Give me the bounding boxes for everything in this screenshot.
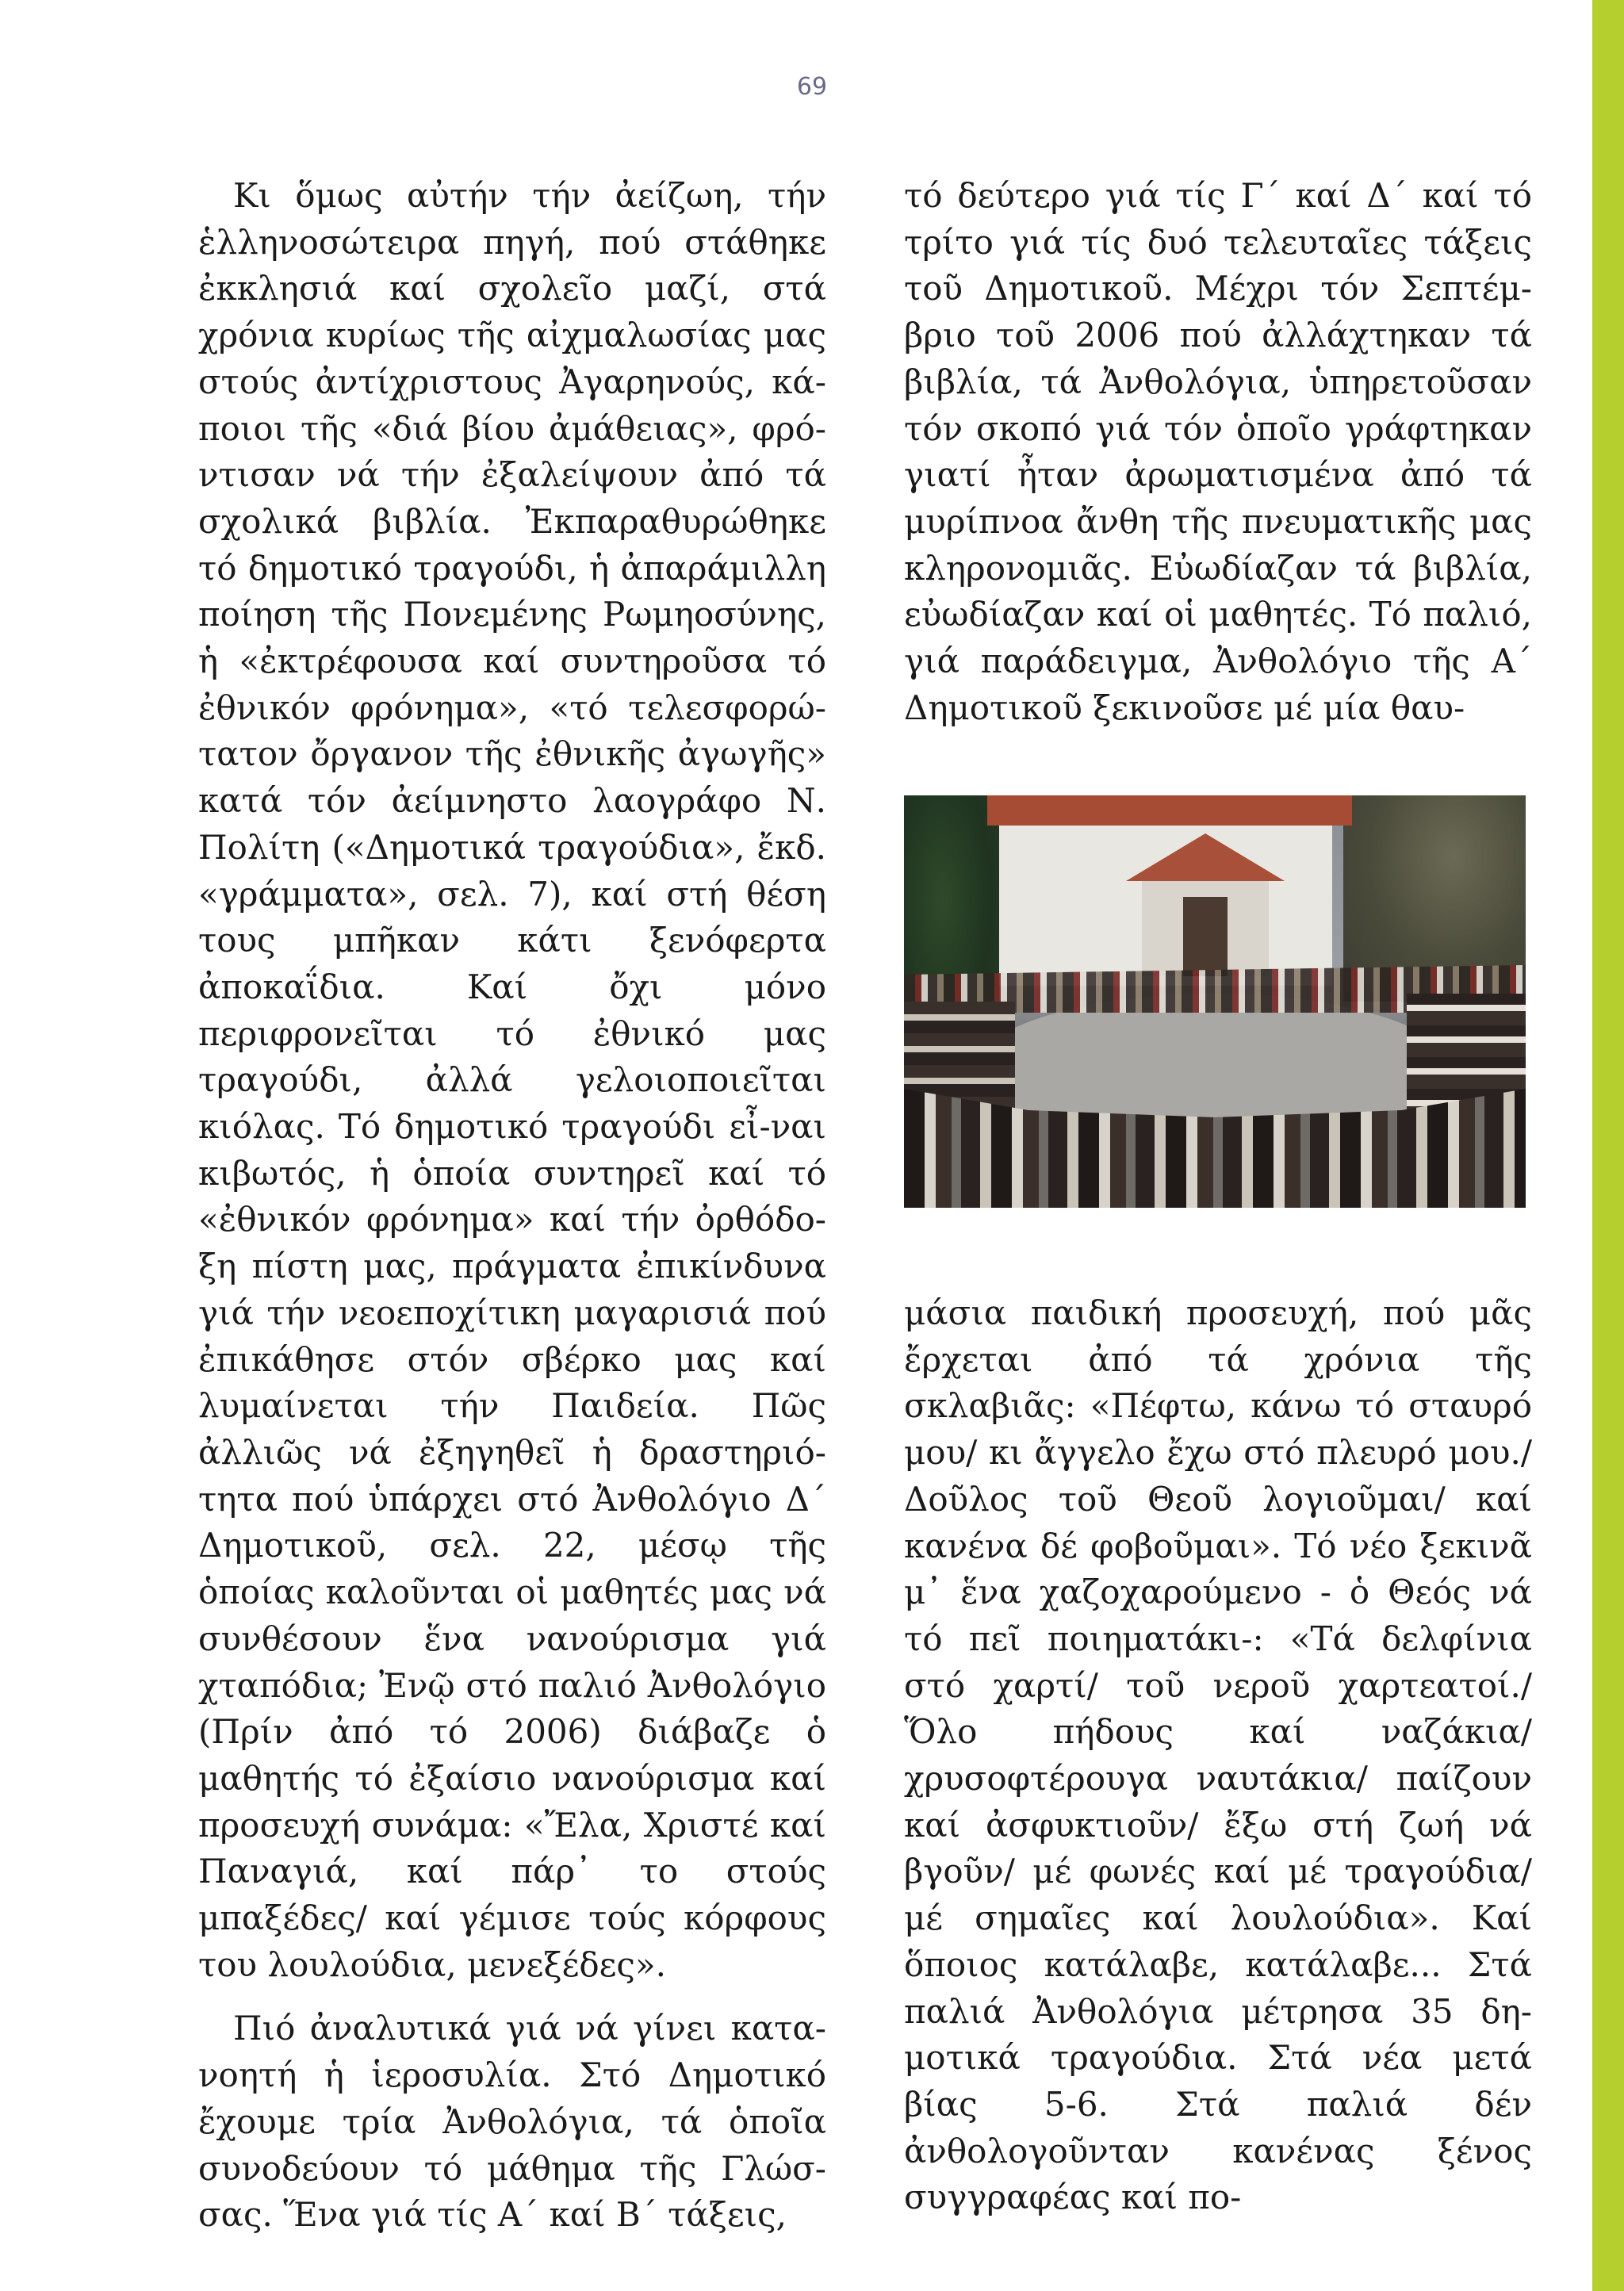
left-column [198, 173, 826, 2235]
right-column-top [904, 173, 1532, 744]
right-column-bottom [904, 1290, 1532, 2217]
left-paragraph-2: Πιό ἀναλυτικά γιά νά γίνει κατανοητή ἡ ἱεροσυλία. Στό Δημοτικό ἔχουμε τρία Ἀνθολόγια, τά ὁποῖα συνοδεύουν τό μάθημα τῆς Γλώσσας. Ἕνα γιά τίς Α΄ καί Β΄ τάξεις, [198, 2009, 826, 2235]
right-bottom-paragraph: μάσια παιδική προσευχή, πού μᾶς ἔρχεται ἀπό τά χρόνια τῆς σκλαβιᾶς: «Πέφτω, κάνω τό σταυρό μου/ κι ἄγγελο ἔχω στό πλευρό μου./ Δοῦλος τοῦ Θεοῦ λογιοῦμαι/ καί κανένα δέ φοβοῦμαι». Τό νέο ξεκινᾶ μ᾽ ἕνα χαζοχαρούμενο - ὁ Θεός νά τό πεῖ ποιηματάκι-: «Τά δελφίνια στό χαρτί/ τοῦ νεροῦ χαρτεατοί./ Ὅλο πήδους καί ναζάκια/ χρυσοφτέρουγα ναυτάκια/ παίζουν καί ἀσφυκτιοῦν/ ἔξω στή ζωή νά βγοῦν/ μέ φωνές καί μέ τραγούδια/ μέ σημαῖες καί λουλούδια». Καί ὅποιος κατάλαβε, κατάλαβε... Στά παλιά Ἀνθολόγια μέτρησα 35 δημοτικά τραγούδια. Στά νέα μετά βίας 5-6. Στά παλιά δέν ἀνθολογοῦνταν κανένας ξένος συγγραφέας καί πο- [904, 1293, 1532, 2217]
page-number: 69 [796, 73, 828, 101]
photo-chapel-door [1183, 897, 1228, 976]
photo-chapel-roof [987, 795, 1352, 826]
left-paragraph-1: Κι ὅμως αὐτήν τήν ἀείζωη, τήν ἑλληνοσώτειρα πηγή, πού στάθηκε ἐκκλησιά καί σχολεῖο μαζί, στά χρόνια κυρίως τῆς αἰχμαλωσίας μας στούς ἀντίχριστους Ἀγαρηνούς, κάποιοι τῆς «διά βίου ἀμάθειας», φρόντισαν νά τήν ἐξαλείψουν ἀπό τά σχολικά βιβλία. Ἐκπαραθυρώθηκε τό δημοτικό τραγούδι, ἡ ἀπαράμιλλη ποίηση τῆς Πονεμένης Ρωμηοσύνης, ἡ «ἐκτρέφουσα καί συντηροῦσα τό ἐθνικόν φρόνημα», «τό τελεσφορώτατον ὄργανον τῆς ἐθνικῆς ἀγωγῆς» κατά τόν ἀείμνηστο λαογράφο Ν. Πολίτη («Δημοτικά τραγούδια», ἔκδ. «γράμματα», σελ. 7), καί στή θέση τους μπῆκαν κάτι ξενόφερτα ἀποκαΐδια. Καί ὄχι μόνο περιφρονεῖται τό ἐθνικό μας τραγούδι, ἀλλά γελοιοποιεῖται κιόλας. Τό δημοτικό τραγούδι εἶ-ναι κιβωτός, ἡ ὁποία συντηρεῖ καί τό «ἐθνικόν φρόνημα» καί τήν ὀρθόδοξη πίστη μας, πράγματα ἐπικίνδυνα γιά τήν νεοεποχίτικη μαγαρισιά πού ἐπικάθησε στόν σβέρκο μας καί λυμαίνεται τήν Παιδεία. Πῶς ἀλλιῶς νά ἐξηγηθεῖ ἡ δραστηριότητα πού ὑπάρχει στό Ἀνθολόγιο Δ΄ Δημοτικοῦ, σελ. 22, μέσῳ τῆς ὁποίας καλοῦνται οἱ μαθητές μας νά συνθέσουν ἕνα νανούρισμα γιά χταπόδια; Ἐνῷ στό παλιό Ἀνθολόγιο (Πρίν ἀπό τό 2006) διάβαζε ὁ μαθητής τό ἐξαίσιο νανούρισμα καί προσευχή συνάμα: «Ἔλα, Χριστέ καί Παναγιά, καί πάρ᾽ το στούς μπαξέδες/ καί γέμισε τούς κόρφους του λουλούδια, μενεξέδες». [198, 176, 826, 1984]
right-top-paragraph: τό δεύτερο γιά τίς Γ΄ καί Δ΄ καί τό τρίτο γιά τίς δυό τελευταῖες τάξεις τοῦ Δημοτικοῦ. Μέχρι τόν Σεπτέμβριο τοῦ 2006 πού ἀλλάχτηκαν τά βιβλία, τά Ἀνθολόγια, ὑπηρετοῦσαν τόν σκοπό γιά τόν ὁποῖο γράφτηκαν γιατί ἦταν ἀρωματισμένα ἀπό τά μυρίπνοα ἄνθη τῆς πνευματικῆς μας κληρονομιᾶς. Εὐωδίαζαν τά βιβλία, εὐωδίαζαν καί οἱ μαθητές. Τό παλιό, γιά παράδειγμα, Ἀνθολόγιο τῆς Α΄ Δημοτικοῦ ξεκινοῦσε μέ μία θαυ- [904, 176, 1532, 727]
festival-dance-photo [904, 795, 1526, 1208]
green-side-bar [1592, 0, 1624, 2291]
